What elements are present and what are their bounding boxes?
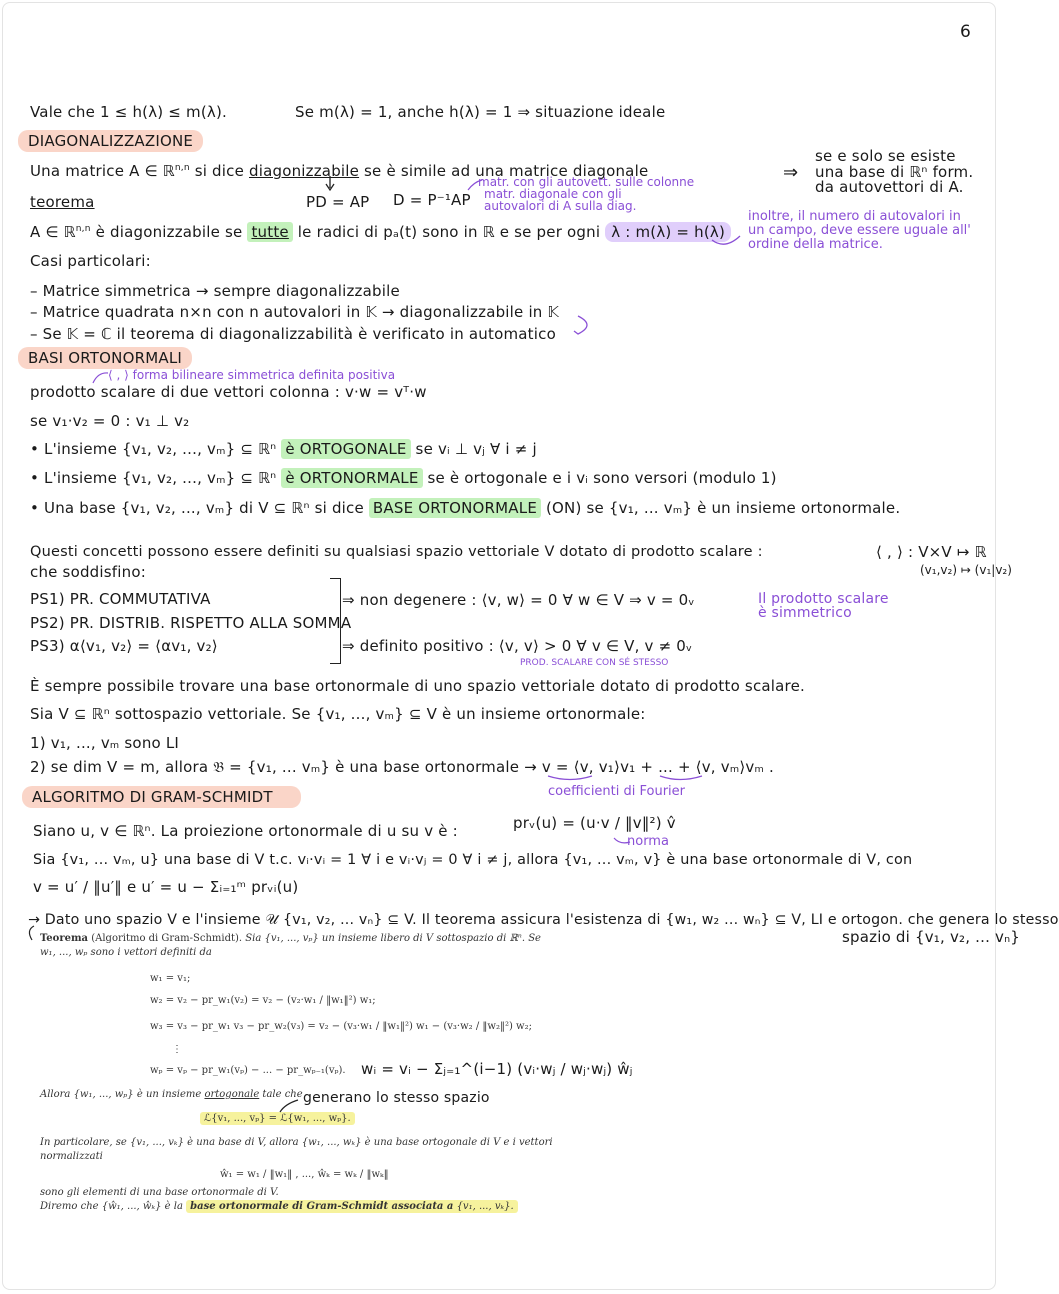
diag-theorem-line: A ∈ ℝ$^{n,n}$ è diagonizzabile se tutte le radici di pₐ(t) sono in ℝ e se per ogni λ : m(λ) = h(λ) [30, 223, 731, 241]
note-autovalori: autovalori di A sulla diag. [484, 199, 637, 213]
ps1: PS1) PR. COMMUTATIVA [30, 590, 211, 608]
theorem-diremo: Diremo che {ŵ₁, ..., ŵₖ} è la base ortonormale di Gram-Schmidt associata a {v₁, ..., vₖ}. [40, 1200, 518, 1214]
bullet-ortonormale: • L'insieme {v₁, v₂, ..., vₘ} ⊆ ℝⁿ è ORTONORMALE se è ortogonale e i vᵢ sono versori (modulo 1) [30, 469, 777, 487]
theorem-eq2: w₂ = v₂ − pr_w₁(v₂) = v₂ − (v₂·w₁ / ‖w₁‖²) w₁; [150, 995, 376, 1006]
theorem-eq1: w₁ = v₁; [150, 973, 191, 984]
note-norma: norma [627, 834, 669, 849]
line-ideal: Se m(λ) = 1, anche h(λ) = 1 ⇒ situazione ideale [295, 103, 666, 121]
bullet-ortogonale: • L'insieme {v₁, v₂, ..., vₘ} ⊆ ℝⁿ è ORTOGONALE se vᵢ ⊥ vⱼ ∀ i ≠ j [30, 440, 537, 458]
note-diag: matr. diagonale con gli [484, 187, 622, 201]
projection-formula: prᵥ(u) = (u·v / ‖v‖²) v̂ [513, 814, 676, 832]
theorem-eq3: w₃ = v₃ − pr_w₁ v₃ − pr_w₂(v₃) = v₂ − (v₃·w₁ / ‖w₁‖²) w₁ − (v₃·w₂ / ‖w₂‖²) w₂; [150, 1021, 532, 1032]
v-formula: v = u′ / ‖u′‖ e u′ = u − Σᵢ₌₁ᵐ prᵥᵢ(u) [33, 878, 299, 896]
dato-spazio: → Dato uno spazio V e l'insieme 𝒰 {v₁, v₂, ... vₙ} ⊆ V. Il teorema assicura l'esistenza di {w₁, w₂ ... wₙ} ⊆ V, LI e ortogon. che genera lo stesso [28, 912, 1059, 928]
prodotto-map-2: (v₁,v₂) ↦ (v₁|v₂) [920, 563, 1012, 577]
prodotto-map: ⟨ , ⟩ : V×V ↦ ℝ [876, 543, 987, 561]
siano-u-v: Siano u, v ∈ ℝⁿ. La proiezione ortonormale di u su v è : [33, 822, 458, 840]
sia-v-sottospazio: Sia V ⊆ ℝⁿ sottospazio vettoriale. Se {v₁, ..., vₘ} ⊆ V è un insieme ortonormale: [30, 705, 646, 723]
sia-base: Sia {v₁, ... vₘ, u} una base di V t.c. vᵢ·vᵢ = 1 ∀ i e vᵢ·vⱼ = 0 ∀ i ≠ j, allora {v₁, ... vₘ, v} è una base ortonormale di V, con [33, 852, 913, 868]
casi-particolari: Casi particolari: [30, 252, 151, 270]
teorema-label: teorema [30, 193, 95, 211]
theorem-eqp: wₚ = vₚ − pr_w₁(vₚ) − ... − pr_wₚ₋₁(vₚ). [150, 1065, 346, 1076]
ortogonalita: se v₁·v₂ = 0 : v₁ ⊥ v₂ [30, 412, 190, 430]
diag-right-2: una base di ℝⁿ form. [815, 163, 974, 181]
note-prod-se-stesso: PROD. SCALARE CON SÉ STESSO [520, 658, 669, 668]
note-inoltre-1: inoltre, il numero di autovalori in [748, 209, 961, 224]
item-dim: 2) se dim V = m, allora 𝔅 = {v₁, ... vₘ} è una base ortonormale → v = ⟨v, v₁⟩v₁ + ... + ⟨v, vₘ⟩vₘ . [30, 758, 774, 776]
ps2: PS2) PR. DISTRIB. RISPETTO ALLA SOMMA [30, 614, 352, 632]
theorem-partic: In particolare, se {v₁, ..., vₖ} è una base di V, allora {w₁, ..., wₖ} è una base ortogonale di V e i vettori [40, 1137, 553, 1148]
line-multiplicity: Vale che 1 ≤ h(λ) ≤ m(λ). [30, 103, 228, 121]
diag-right-1: se e solo se esiste [815, 147, 956, 165]
spazio-di: spazio di {v₁, v₂, ... vₙ} [842, 928, 1021, 946]
non-degenere: ⇒ non degenere : ⟨v, w⟩ = 0 ∀ w ∈ V ⇒ v = 0ᵥ [342, 591, 695, 609]
note-simmetrico-1: Il prodotto scalare [758, 591, 889, 607]
theorem-allora: Allora {w₁, ..., wₚ} è un insieme ortogonale tale che [40, 1089, 303, 1100]
wi-formula: wᵢ = vᵢ − Σⱼ₌₁^(i−1) (vᵢ·wⱼ / wⱼ·wⱼ) ŵⱼ [361, 1060, 633, 1078]
note-inoltre-3: ordine della matrice. [748, 237, 883, 252]
definito-positivo: ⇒ definito positivo : ⟨v, v⟩ > 0 ∀ v ∈ V, v ≠ 0ᵥ [342, 637, 693, 655]
caso-quadrata: – Matrice quadrata n×n con n autovalori in 𝕂 → diagonalizzabile in 𝕂 [30, 303, 559, 321]
note-simmetrico-2: è simmetrico [758, 605, 852, 621]
ps-bracket [330, 578, 341, 664]
ps3: PS3) α⟨v₁, v₂⟩ = ⟨αv₁, v₂⟩ [30, 637, 218, 655]
theorem-dots: ⋮ [172, 1044, 182, 1055]
diag-iff-arrow: ⇒ [783, 162, 799, 183]
prodotto-scalare: prodotto scalare di due vettori colonna : v·w = vᵀ·w [30, 383, 427, 401]
caso-complessi: – Se 𝕂 = ℂ il teorema di diagonalizzabilità è verificato in automatico [30, 325, 556, 343]
theorem-intro2: w₁, ..., wₚ sono i vettori definiti da [40, 947, 212, 958]
pd-ap: PD = AP [306, 193, 370, 211]
theorem-norm-eq: ŵ₁ = w₁ / ‖w₁‖ , ..., ŵₖ = wₖ / ‖wₖ‖ [220, 1169, 389, 1180]
section-title-diagonalizzazione: DIAGONALIZZAZIONE [18, 132, 203, 150]
questi-concetti: Questi concetti possono essere definiti su qualsiasi spazio vettoriale V dotato di prodotto scalare : [30, 544, 763, 560]
bullet-base-ortonormale: • Una base {v₁, v₂, ..., vₘ} di V ⊆ ℝⁿ si dice BASE ORTONORMALE (ON) se {v₁, ... vₘ} è un insieme ortonormale. [30, 499, 901, 517]
theorem-normalizzati: normalizzati [40, 1151, 103, 1162]
theorem-title: Teorema (Algoritmo di Gram-Schmidt). Sia {v₁, ..., vₚ} un insieme libero di V sottospazio di ℝⁿ. Se [40, 933, 541, 944]
d-formula: D = P⁻¹AP [393, 191, 471, 209]
note-forma-bilineare: ⟨ , ⟩ forma bilineare simmetrica definita positiva [108, 368, 396, 382]
section-title-basi-ortonormali: BASI ORTONORMALI [18, 349, 192, 367]
che-soddisfino: che soddisfino: [30, 563, 146, 581]
section-title-gram-schmidt: ALGORITMO DI GRAM-SCHMIDT [22, 788, 301, 806]
note-generano: generano lo stesso spazio [303, 1090, 490, 1106]
note-fourier: coefficienti di Fourier [548, 784, 686, 799]
note-inoltre-2: un campo, deve essere uguale all' [748, 223, 971, 238]
caso-simmetrica: – Matrice simmetrica → sempre diagonalizzabile [30, 282, 400, 300]
diag-right-3: da autovettori di A. [815, 178, 964, 196]
note-autovett: matr. con gli autovett. sulle colonne [478, 175, 695, 189]
sempre-possibile: È sempre possibile trovare una base ortonormale di uno spazio vettoriale dotato di prodotto scalare. [30, 677, 805, 695]
theorem-sono-el: sono gli elementi di una base ortonormale di V. [40, 1187, 279, 1198]
item-li: 1) v₁, ..., vₘ sono LI [30, 734, 180, 752]
theorem-span: ℒ{v₁, ..., vₚ} = ℒ{w₁, ..., wₚ}. [200, 1112, 355, 1126]
page-number: 6 [960, 22, 971, 42]
diag-definition: Una matrice A ∈ ℝ$^{n,n}$ si dice diagonizzabile se è simile ad una matrice diagonale [30, 162, 649, 180]
